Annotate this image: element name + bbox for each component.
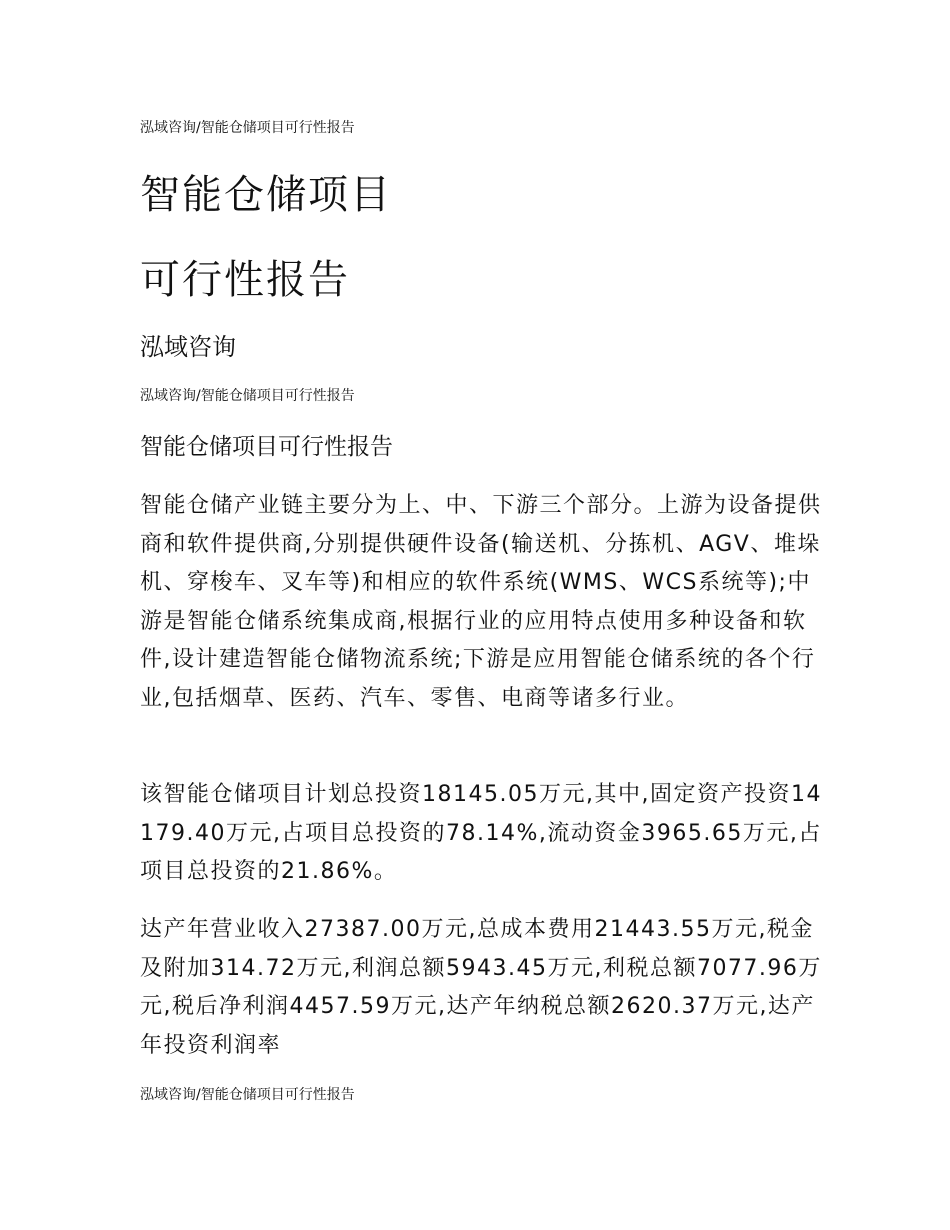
- paragraph-revenue: 达产年营业收入27387.00万元,总成本费用21443.55万元,税金及附加314.72万元,利润总额5943.45万元,利税总额7077.96万元,税后净利润4457.59万元,达产年纳税总额2620.37万元,达产年投资利润率: [140, 917, 822, 1058]
- cover-title-line-1: 智能仓储项目: [140, 172, 392, 218]
- cover-organization: 泓域咨询: [140, 333, 236, 361]
- running-header-top: 泓域咨询/智能仓储项目可行性报告: [140, 120, 355, 136]
- cover-title-line-2: 可行性报告: [140, 257, 350, 303]
- paragraph-industry-chain: 智能仓储产业链主要分为上、中、下游三个部分。上游为设备提供商和软件提供商,分别提供硬件设备(输送机、分拣机、AGV、堆垛机、穿梭车、叉车等)和相应的软件系统(WMS、WCS系统等);中游是智能仓储系统集成商,根据行业的应用特点使用多种设备和软件,设计建造智能仓储物流系统;下游是应用智能仓储系统的各个行业,包括烟草、医药、汽车、零售、电商等诸多行业。: [140, 493, 822, 711]
- running-header-second: 泓域咨询/智能仓储项目可行性报告: [140, 388, 355, 404]
- paragraph-investment: 该智能仓储项目计划总投资18145.05万元,其中,固定资产投资14179.40万元,占项目总投资的78.14%,流动资金3965.65万元,占项目总投资的21.86%。: [140, 782, 822, 884]
- section-title: 智能仓储项目可行性报告: [140, 434, 393, 460]
- running-header-bottom: 泓域咨询/智能仓储项目可行性报告: [140, 1087, 355, 1103]
